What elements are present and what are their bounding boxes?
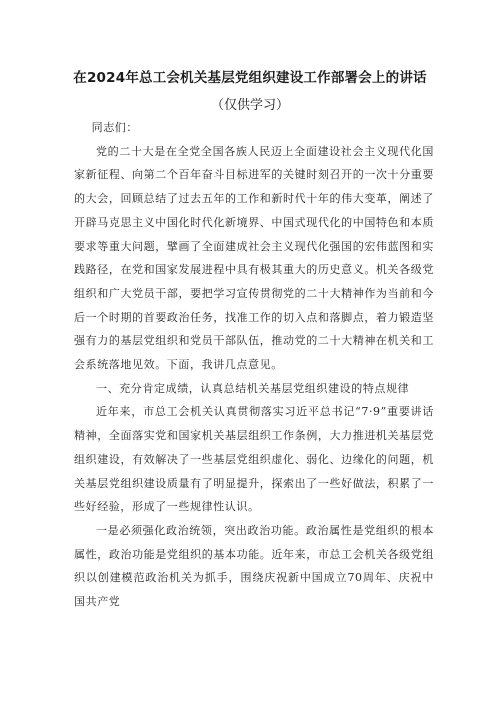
- document-subtitle: （仅供学习）: [210, 98, 289, 113]
- document-body: [74, 116, 434, 614]
- section-heading-1: 一、充分肯定成绩，认真总结机关基层党组织建设的特点规律: [96, 381, 410, 395]
- paragraph-1: 党的二十大是在全党全国各族人民迈上全面建设社会主义现代化国家新征程、向第二个百年奋斗目标进军的关键时刻召开的一次十分重要的大会，回顾总结了过去五年的工作和新时代十年的伟大变革，阐述了开辟马克思主义中国化时代化新境界、中国式现代化的中国特色和本质要求等重大问题，擘画了全面建成社会主义现代化强国的宏伟蓝图和实践路径，在党和国家发展进程中具有极其重大的历史意义。机关各级党组织和广大党员干部，要把学习宣传贯彻党的二十大精神作为当前和今后一个时期的首要政治任务，找准工作的切入点和落脚点，着力锻造坚强有力的基层党组织和党员干部队伍，推动党的二十大精神在机关和工会系统落地见效。下面，我讲几点意见。: [74, 144, 434, 372]
- paragraph-3: 一是必须强化政治统领，突出政治功能。政治属性是党组织的根本属性，政治功能是党组织的基本功能。近年来，市总工会机关各级党组织以创建模范政治机关为抓手，围绕庆祝新中国成立70周年、庆祝中国共产党: [74, 523, 434, 609]
- greeting: 同志们：: [91, 121, 138, 134]
- paragraph-2: 近年来，市总工会机关认真贯彻落实习近平总书记“7·9”重要讲话精神，全面落实党和国家机关基层组织工作条例，大力推进机关基层党组织建设，有效解决了一些基层党组织虚化、弱化、边缘化的问题，机关基层党组织建设质量有了明显提升，探索出了一些好做法，积累了一些好经验，形成了一些规律性认识。: [74, 405, 434, 514]
- document-title: 在2024年总工会机关基层党组织建设工作部署会上的讲话: [73, 70, 427, 86]
